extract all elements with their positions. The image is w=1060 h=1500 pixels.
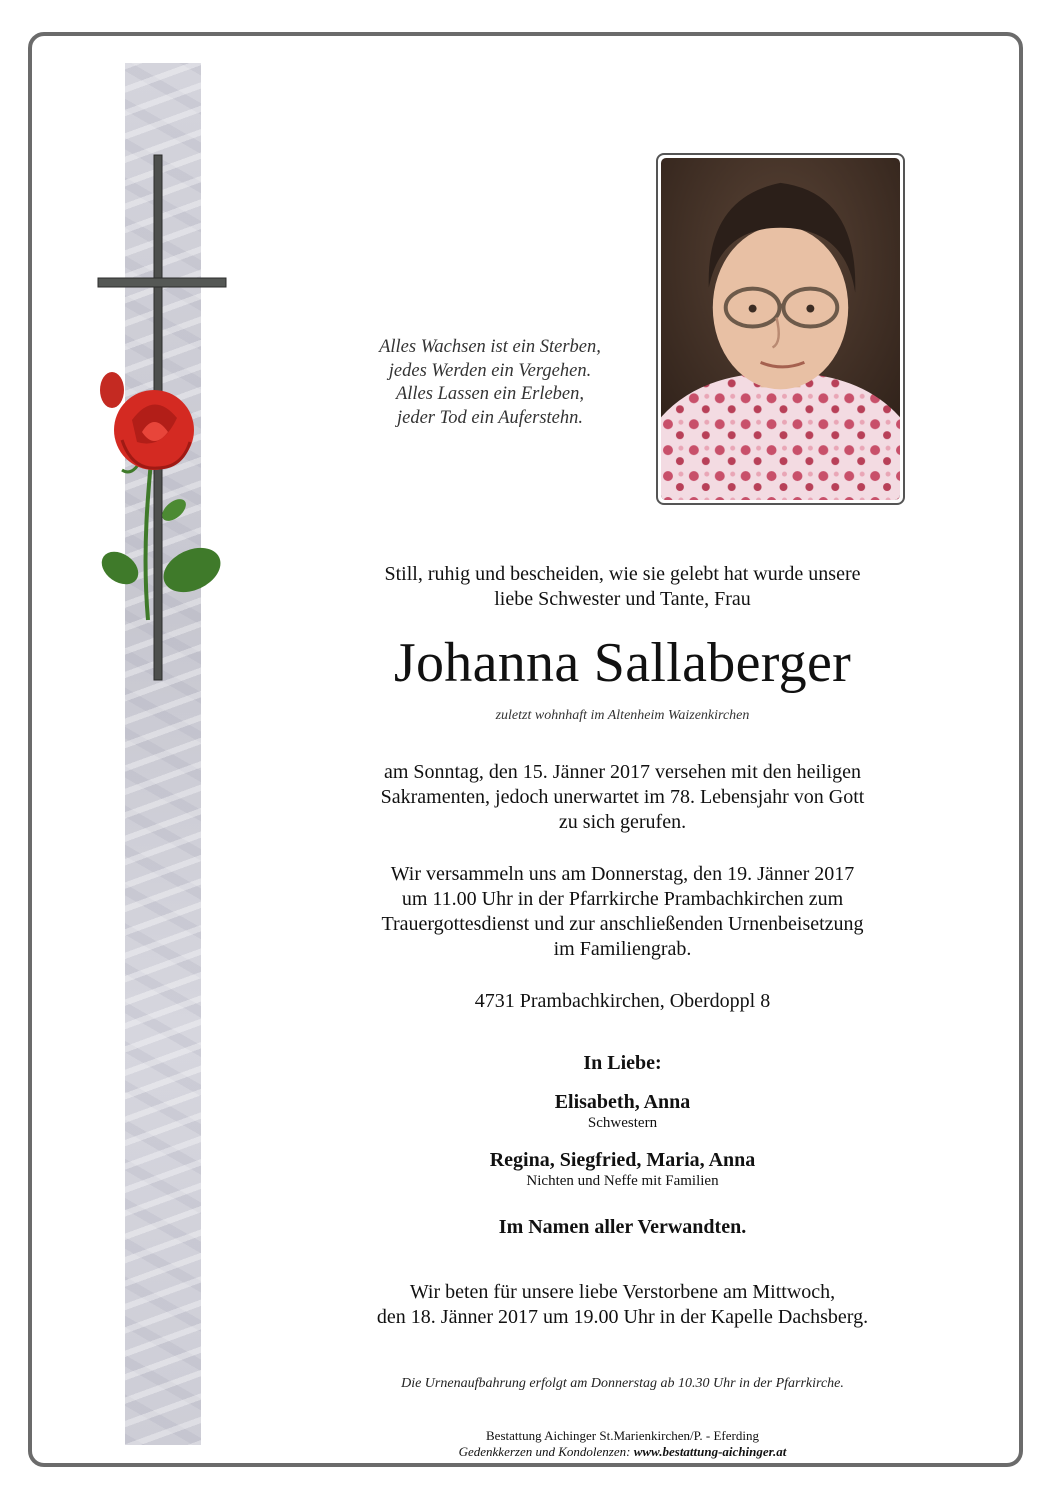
condolence-line [330,1444,915,1460]
intro-line: Still, ruhig und bescheiden, wie sie gelebt hat wurde unsere [384,563,861,585]
poem-line: Alles Wachsen ist ein Sterben, [379,337,601,357]
poem-line: Alles Lassen ein Erleben, [395,384,585,404]
service-notice [330,862,915,962]
intro-text [330,562,915,612]
funeral-home: Bestattung Aichinger St.Marienkirchen/P. - Eferding [486,1428,759,1443]
intro-line: liebe Schwester und Tante, Frau [494,588,751,610]
family-address: 4731 Prambachkirchen, Oberdoppl 8 [474,990,771,1012]
urn-notice: Die Urnenaufbahrung erfolgt am Donnerstag ab 10.30 Uhr in der Pfarrkirche. [401,1376,844,1391]
mourner-group [330,1090,915,1132]
passing-notice [330,760,915,835]
service-line: im Familiengrab. [553,938,692,960]
website-link[interactable]: www.bestattung-aichinger.at [633,1444,787,1459]
prayer-notice [330,1280,915,1330]
mourner-relation: Nichten und Neffe mit Familien [526,1173,719,1189]
service-line: um 11.00 Uhr in der Pfarrkirche Prambachkirchen zum [401,888,844,910]
condolence-label: Gedenkkerzen und Kondolenzen: [458,1444,631,1459]
mourner-group [330,1148,915,1190]
passing-line: zu sich gerufen. [558,811,687,833]
mourners-heading: In Liebe: [583,1052,662,1074]
passing-line: am Sonntag, den 15. Jänner 2017 versehen mit den heiligen [383,761,862,783]
poem-line: jedes Werden ein Vergehen. [388,360,592,381]
last-residence: zuletzt wohnhaft im Altenheim Waizenkirchen [495,708,750,723]
memorial-poem [320,336,660,430]
mourner-names: Regina, Siegfried, Maria, Anna [489,1149,756,1171]
mourner-names: Elisabeth, Anna [554,1091,691,1113]
prayer-line: den 18. Jänner 2017 um 19.00 Uhr in der Kapelle Dachsberg. [376,1306,869,1328]
service-line: Wir versammeln uns am Donnerstag, den 19. Jänner 2017 [390,863,855,885]
portrait-image [661,158,900,500]
deceased-name: Johanna Sallaberger [393,632,852,694]
portrait-photo [656,153,905,505]
poem-line: jeder Tod ein Auferstehn. [396,407,584,428]
closing-line: Im Namen aller Verwandten. [498,1216,747,1238]
mourner-relation: Schwestern [587,1115,658,1131]
passing-line: Sakramenten, jedoch unerwartet im 78. Lebensjahr von Gott [380,786,865,808]
service-line: Trauergottesdienst und zur anschließenden Urnenbeisetzung [381,913,864,935]
cross-with-rose-icon [82,150,242,690]
prayer-line: Wir beten für unsere liebe Verstorbene am Mittwoch, [409,1281,836,1303]
